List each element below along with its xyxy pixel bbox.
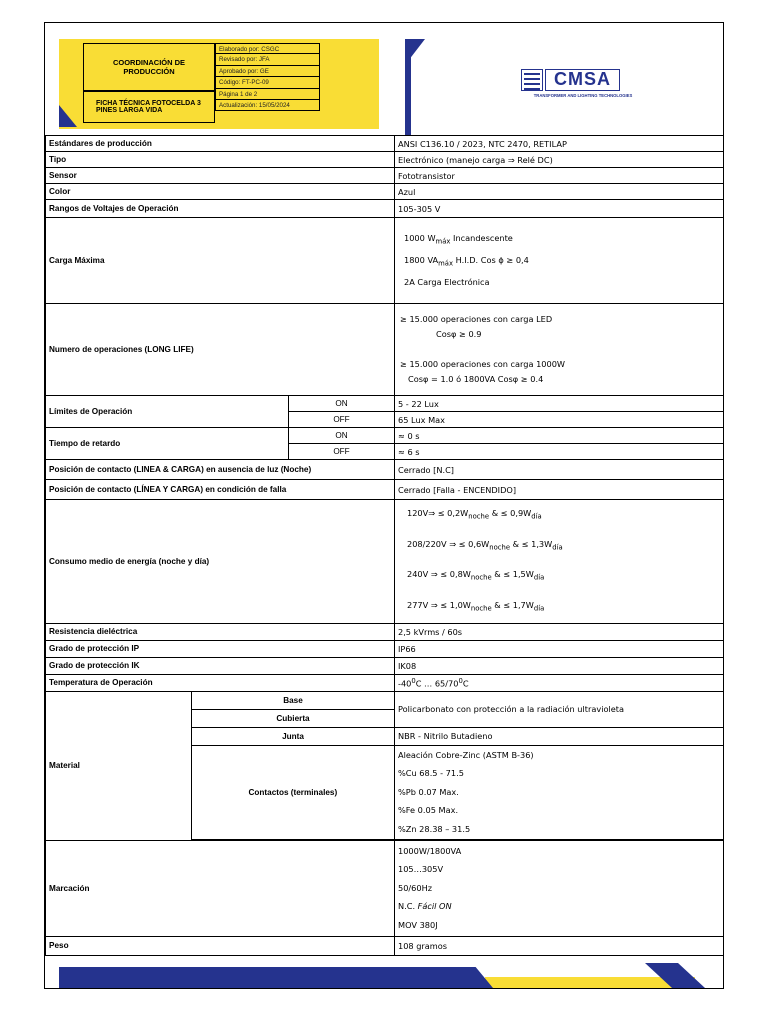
table-row: [46, 840, 725, 936]
consumo-line: & ≤ 0,9W: [491, 508, 532, 518]
operaciones-line-3: ≥ 15.000 operaciones con carga 1000W: [400, 359, 566, 369]
header-divider-accent: [405, 39, 425, 65]
carga-line-3: 2A Carga Electrónica: [404, 277, 490, 288]
spec-table: [45, 135, 724, 956]
row-value: IK08: [395, 657, 725, 674]
table-row: [46, 200, 725, 218]
retardo-off-label: OFF: [289, 444, 395, 460]
table-row: [46, 460, 725, 480]
row-label: Posición de contacto (LÍNEA Y CARGA) en condición de falla: [46, 480, 395, 500]
contactos-line: %Pb 0.07 Max.: [398, 786, 459, 797]
limite-off-value: 65 Lux Max: [395, 412, 725, 428]
row-label: Posición de contacto (LINEA & CARGA) en ausencia de luz (Noche): [46, 460, 395, 480]
consumo-sub: noche: [470, 604, 492, 613]
table-row: [46, 168, 725, 184]
spec-sheet-page: [44, 22, 724, 989]
table-row: [46, 936, 725, 955]
row-value: Electrónico (manejo carga ⇒ Relé DC): [395, 152, 725, 168]
retardo-on-value: ≈ 0 s: [395, 428, 725, 444]
logo-wordmark: CMSA: [545, 69, 620, 91]
temp-part: C … 65/70: [415, 678, 459, 689]
table-row: [46, 623, 725, 640]
table-row: [46, 152, 725, 168]
row-value: IP66: [395, 640, 725, 657]
consumo-sub: noche: [470, 573, 492, 582]
consumo-sub: día: [531, 512, 542, 521]
row-value: 2,5 kVrms / 60s: [395, 623, 725, 640]
operaciones-line-4: Cosφ = 1.0 ó 1800VA Cosφ ≥ 0.4: [408, 374, 544, 384]
row-label: Resistencia dieléctrica: [46, 623, 395, 640]
temperatura-value: [395, 674, 725, 691]
limite-on-label: ON: [289, 396, 395, 412]
consumo-sub: noche: [468, 512, 490, 521]
material-cubierta-label: Cubierta: [192, 709, 395, 727]
marcacion-nc: N.C.: [398, 901, 418, 912]
carga-line-1: 1000 W: [404, 233, 436, 244]
consumo-line: & ≤ 1,7W: [494, 599, 534, 610]
consumo-sub: día: [533, 604, 545, 613]
row-label: Temperatura de Operación: [46, 674, 395, 691]
row-value: Azul: [395, 184, 725, 200]
consumo-line: 120V⇒ ≤ 0,2W: [407, 508, 469, 518]
consumo-line: & ≤ 1,3W: [512, 538, 553, 549]
operaciones-line-2: Cosφ ≥ 0.9: [436, 329, 482, 339]
row-label: Estándares de producción: [46, 136, 395, 152]
operaciones-values: [395, 304, 725, 396]
material-base-cubierta-value: Policarbonato con protección a la radiación ultravioleta: [395, 691, 725, 727]
consumo-line: & ≤ 1,5W: [494, 569, 534, 580]
row-value: Cerrado [N.C]: [395, 460, 725, 480]
contactos-label-text: Contactos (terminales): [248, 787, 338, 797]
operaciones-line-1: ≥ 15.000 operaciones con carga LED: [400, 314, 553, 324]
table-row: [46, 480, 725, 500]
document-header: [45, 23, 723, 136]
table-row: [46, 136, 725, 152]
marcacion-line: 1000W/1800VA: [398, 845, 462, 856]
contactos-line: Aleación Cobre-Zinc (ASTM B-36): [398, 749, 534, 760]
table-row: [46, 657, 725, 674]
limite-on-value: 5 - 22 Lux: [395, 396, 725, 412]
row-label: Color: [46, 184, 395, 200]
carga-max-values: [395, 218, 725, 304]
row-label: Sensor: [46, 168, 395, 184]
meta-codigo: Código: FT-PC-09: [215, 77, 320, 88]
carga-line-2: 1800 VA: [404, 255, 439, 266]
material-base-label: Base: [192, 691, 395, 709]
temp-part: -40: [398, 678, 412, 689]
meta-revisado: Revisado por: JFA: [215, 54, 320, 65]
contactos-line: %Cu 68.5 - 71.5: [398, 768, 464, 779]
temp-part: C: [462, 678, 469, 689]
meta-elaborado: Elaborado por: CSGC: [215, 43, 320, 54]
consumo-line: 208/220V ⇒ ≤ 0,6W: [407, 538, 490, 549]
carga-line-2b: H.I.D. Cos ϕ ≥ 0,4: [455, 255, 529, 266]
row-value: 105-305 V: [395, 200, 725, 218]
consumo-sub: día: [533, 573, 545, 582]
material-contactos-label: [248, 745, 395, 839]
consumo-sub: día: [552, 543, 563, 552]
limite-off-label: OFF: [289, 412, 395, 428]
row-label: Límites de Operación: [46, 396, 289, 428]
row-label: Peso: [46, 936, 395, 955]
table-row: [46, 691, 725, 709]
row-label: Tiempo de retardo: [46, 428, 289, 460]
marcacion-line: 50/60Hz: [398, 882, 433, 893]
table-row: [46, 428, 725, 444]
marcacion-values: [395, 840, 725, 936]
table-row: [46, 396, 725, 412]
carga-sub-1: máx: [435, 237, 451, 246]
row-label: Grado de protección IK: [46, 657, 395, 674]
table-row: [46, 184, 725, 200]
row-label: Numero de operaciones (LONG LIFE): [46, 304, 395, 396]
temp-sup: 0: [458, 676, 463, 685]
row-label: Material: [46, 691, 192, 840]
marcacion-line: MOV 380J: [398, 919, 438, 930]
meta-pagina: Página 1 de 2: [215, 89, 320, 100]
row-value: Fototransistor: [395, 168, 725, 184]
row-label: Consumo medio de energía (noche y día): [46, 500, 395, 624]
logo-lines-icon: [521, 69, 543, 91]
consumo-values: [395, 500, 725, 624]
table-row: [46, 640, 725, 657]
meta-actualizacion: Actualización: 15/05/2024: [215, 100, 320, 111]
company-logo: [521, 69, 645, 99]
material-junta-label: Junta: [192, 727, 395, 745]
material-contactos-values: [395, 745, 725, 839]
row-label: Grado de protección IP: [46, 640, 395, 657]
row-label: Marcación: [46, 840, 395, 936]
consumo-line: 240V ⇒ ≤ 0,8W: [407, 569, 471, 580]
contactos-line: %Fe 0.05 Max.: [398, 805, 459, 816]
document-footer: [45, 963, 723, 989]
row-label: Carga Máxima: [46, 218, 395, 304]
marcacion-nc-italic: Fácil ON: [417, 901, 452, 912]
marcacion-line: 105…305V: [398, 864, 444, 875]
consumo-sub: noche: [489, 543, 511, 552]
row-value: Cerrado [Falla - ENCENDIDO]: [395, 480, 725, 500]
row-label: Rangos de Voltajes de Operación: [46, 200, 395, 218]
temp-sup: 0: [411, 676, 416, 685]
material-junta-value: NBR - Nitrilo Butadieno: [395, 727, 725, 745]
retardo-on-label: ON: [289, 428, 395, 444]
department-title: COORDINACIÓN DE PRODUCCIÓN: [83, 43, 215, 91]
document-control-block: [215, 43, 320, 123]
carga-sub-2: máx: [438, 259, 454, 268]
retardo-off-value: ≈ 6 s: [395, 444, 725, 460]
consumo-line: 277V ⇒ ≤ 1,0W: [407, 599, 471, 610]
contactos-line: %Zn 28.38 – 31.5: [398, 823, 471, 834]
row-value: ANSI C136.10 / 2023, NTC 2470, RETILAP: [395, 136, 725, 152]
table-row: [46, 218, 725, 304]
row-value: 108 gramos: [395, 936, 725, 955]
footer-blue-bar: [59, 967, 493, 988]
row-label: Tipo: [46, 152, 395, 168]
carga-line-1b: Incandescente: [453, 233, 513, 244]
header-corner-accent: [59, 105, 77, 127]
table-row: [46, 304, 725, 396]
document-name: FICHA TÉCNICA FOTOCELDA 3 PINES LARGA VIDA: [83, 91, 215, 123]
logo-tagline: TRANSFORMER AND LIGHTING TECHNOLOGIES: [533, 93, 633, 98]
table-row: [46, 674, 725, 691]
table-row: [46, 500, 725, 624]
meta-aprobado: Aprobado por: GE: [215, 66, 320, 77]
